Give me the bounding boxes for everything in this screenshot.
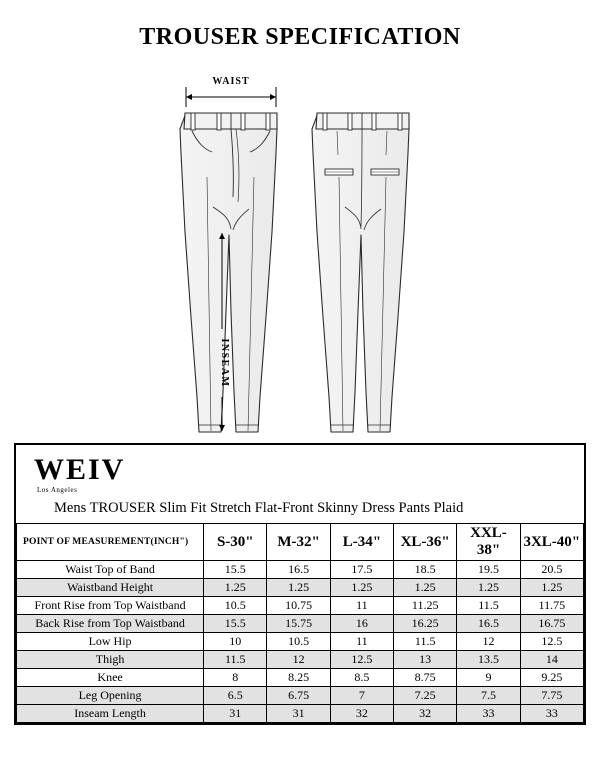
cell-value: 18.5 xyxy=(394,561,457,579)
waist-dimension-line xyxy=(186,87,276,107)
cell-value: 1.25 xyxy=(330,579,393,597)
table-row xyxy=(17,597,584,615)
row-label: Waist Top of Band xyxy=(17,561,204,579)
cell-value: 15.5 xyxy=(204,561,267,579)
row-label: Back Rise from Top Waistband xyxy=(17,615,204,633)
cell-value: 12.5 xyxy=(520,633,583,651)
column-header-m32: M-32" xyxy=(267,524,330,561)
table-row xyxy=(17,615,584,633)
cell-value: 10 xyxy=(204,633,267,651)
table-row xyxy=(17,579,584,597)
cell-value: 11.75 xyxy=(520,597,583,615)
waist-label: WAIST xyxy=(212,76,250,87)
table-header-row xyxy=(17,524,584,561)
cell-value: 13 xyxy=(394,651,457,669)
cell-value: 10.75 xyxy=(267,597,330,615)
row-label: Knee xyxy=(17,669,204,687)
measurement-table-body xyxy=(17,561,584,723)
cell-value: 31 xyxy=(267,705,330,723)
table-row xyxy=(17,633,584,651)
cell-value: 15.5 xyxy=(204,615,267,633)
cell-value: 6.75 xyxy=(267,687,330,705)
column-header-point-of-measurement: POINT OF MEASUREMENT(INCH") xyxy=(17,524,204,561)
row-label: Inseam Length xyxy=(17,705,204,723)
table-row xyxy=(17,651,584,669)
brand-logo xyxy=(16,445,584,498)
column-header-xl36: XL-36" xyxy=(394,524,457,561)
table-row xyxy=(17,561,584,579)
row-label: Leg Opening xyxy=(17,687,204,705)
cell-value: 7.25 xyxy=(394,687,457,705)
cell-value: 12 xyxy=(267,651,330,669)
cell-value: 17.5 xyxy=(330,561,393,579)
cell-value: 1.25 xyxy=(394,579,457,597)
cell-value: 32 xyxy=(330,705,393,723)
cell-value: 1.25 xyxy=(520,579,583,597)
cell-value: 7.75 xyxy=(520,687,583,705)
cell-value: 31 xyxy=(204,705,267,723)
row-label: Low Hip xyxy=(17,633,204,651)
page-title: TROUSER SPECIFICATION xyxy=(139,24,461,50)
column-header-xxl38: XXL-38" xyxy=(457,524,520,561)
measurement-table xyxy=(16,523,584,723)
trouser-back-view xyxy=(312,113,409,432)
cell-value: 12.5 xyxy=(330,651,393,669)
cell-value: 1.25 xyxy=(267,579,330,597)
cell-value: 15.75 xyxy=(267,615,330,633)
inseam-label: INSEAM xyxy=(219,338,230,388)
cell-value: 9.25 xyxy=(520,669,583,687)
cell-value: 8.5 xyxy=(330,669,393,687)
cell-value: 11 xyxy=(330,597,393,615)
cell-value: 8 xyxy=(204,669,267,687)
cell-value: 11.5 xyxy=(204,651,267,669)
cell-value: 20.5 xyxy=(520,561,583,579)
cell-value: 10.5 xyxy=(267,633,330,651)
cell-value: 7 xyxy=(330,687,393,705)
cell-value: 8.25 xyxy=(267,669,330,687)
cell-value: 16.5 xyxy=(267,561,330,579)
cell-value: 19.5 xyxy=(457,561,520,579)
row-label: Waistband Height xyxy=(17,579,204,597)
cell-value: 7.5 xyxy=(457,687,520,705)
cell-value: 6.5 xyxy=(204,687,267,705)
cell-value: 14 xyxy=(520,651,583,669)
cell-value: 11.5 xyxy=(457,597,520,615)
column-header-s30: S-30" xyxy=(204,524,267,561)
table-row xyxy=(17,687,584,705)
table-row xyxy=(17,669,584,687)
cell-value: 33 xyxy=(520,705,583,723)
specification-panel xyxy=(14,443,586,725)
trouser-illustration xyxy=(0,57,600,437)
cell-value: 8.75 xyxy=(394,669,457,687)
cell-value: 16 xyxy=(330,615,393,633)
cell-value: 16.25 xyxy=(394,615,457,633)
brand-name: WEIV xyxy=(34,453,126,486)
cell-value: 16.5 xyxy=(457,615,520,633)
cell-value: 11 xyxy=(330,633,393,651)
cell-value: 12 xyxy=(457,633,520,651)
column-header-3xl40: 3XL-40" xyxy=(520,524,583,561)
cell-value: 11.25 xyxy=(394,597,457,615)
cell-value: 11.5 xyxy=(394,633,457,651)
cell-value: 13.5 xyxy=(457,651,520,669)
row-label: Front Rise from Top Waistband xyxy=(17,597,204,615)
cell-value: 1.25 xyxy=(204,579,267,597)
table-row xyxy=(17,705,584,723)
row-label: Thigh xyxy=(17,651,204,669)
cell-value: 1.25 xyxy=(457,579,520,597)
cell-value: 10.5 xyxy=(204,597,267,615)
product-description: Mens TROUSER Slim Fit Stretch Flat-Front Skinny Dress Pants Plaid xyxy=(54,500,464,516)
cell-value: 32 xyxy=(394,705,457,723)
column-header-l34: L-34" xyxy=(330,524,393,561)
cell-value: 33 xyxy=(457,705,520,723)
brand-subtitle: Los Angeles xyxy=(37,486,78,494)
cell-value: 16.75 xyxy=(520,615,583,633)
cell-value: 9 xyxy=(457,669,520,687)
